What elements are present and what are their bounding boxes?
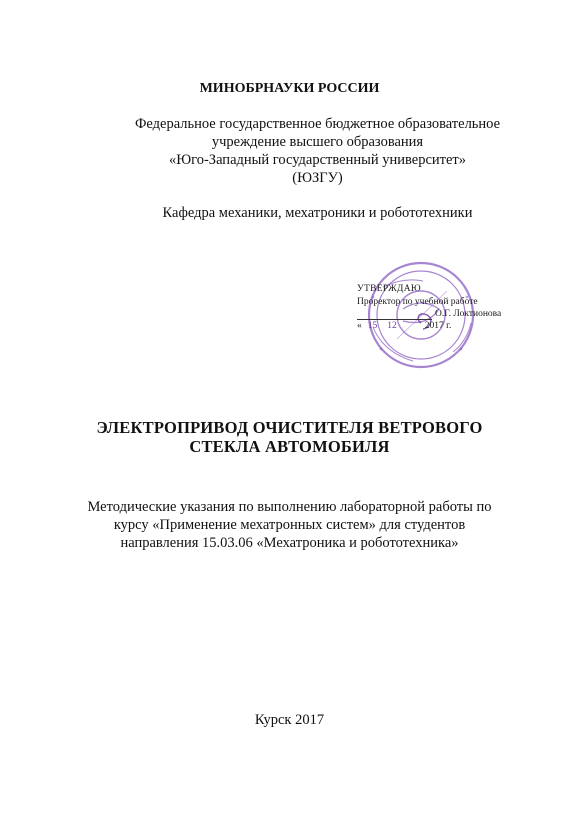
- document-title-line-1: ЭЛЕКТРОПРИВОД ОЧИСТИТЕЛЯ ВЕТРОВОГО: [96, 418, 483, 437]
- approval-date-day: 15: [367, 321, 378, 331]
- approval-date: [357, 321, 451, 331]
- institution-line-1: Федеральное государственное бюджетное образовательное: [134, 116, 501, 132]
- approval-name: О.Г. Локтионова: [435, 309, 502, 319]
- description-line-1: Методические указания по выполнению лабораторной работы по: [87, 499, 492, 515]
- approval-date-year: 2017 г.: [424, 321, 452, 331]
- description-line-3: направления 15.03.06 «Мехатроника и робототехника»: [120, 535, 459, 551]
- description-line-2: курсу «Применение мехатронных систем» для студентов: [113, 517, 466, 533]
- approval-date-quote: «: [357, 321, 362, 331]
- document-title-line-2: СТЕКЛА АВТОМОБИЛЯ: [189, 437, 390, 456]
- institution-line-4: (ЮЗГУ): [292, 170, 343, 186]
- city-year: Курск 2017: [254, 712, 325, 728]
- department-name: Кафедра механики, мехатроники и робототехники: [162, 205, 473, 221]
- institution-line-3: «Юго-Западный государственный университет»: [168, 152, 467, 168]
- approval-title: УТВЕРЖДАЮ: [357, 284, 421, 294]
- ministry-name: МИНОБРНАУКИ РОССИИ: [199, 81, 380, 96]
- approval-stamp-block: [343, 257, 533, 372]
- approval-role: Проректор по учебной работе: [357, 297, 478, 307]
- institution-line-2: учреждение высшего образования: [211, 134, 424, 150]
- signature-line: [357, 319, 432, 320]
- approval-date-month: 12: [387, 321, 397, 331]
